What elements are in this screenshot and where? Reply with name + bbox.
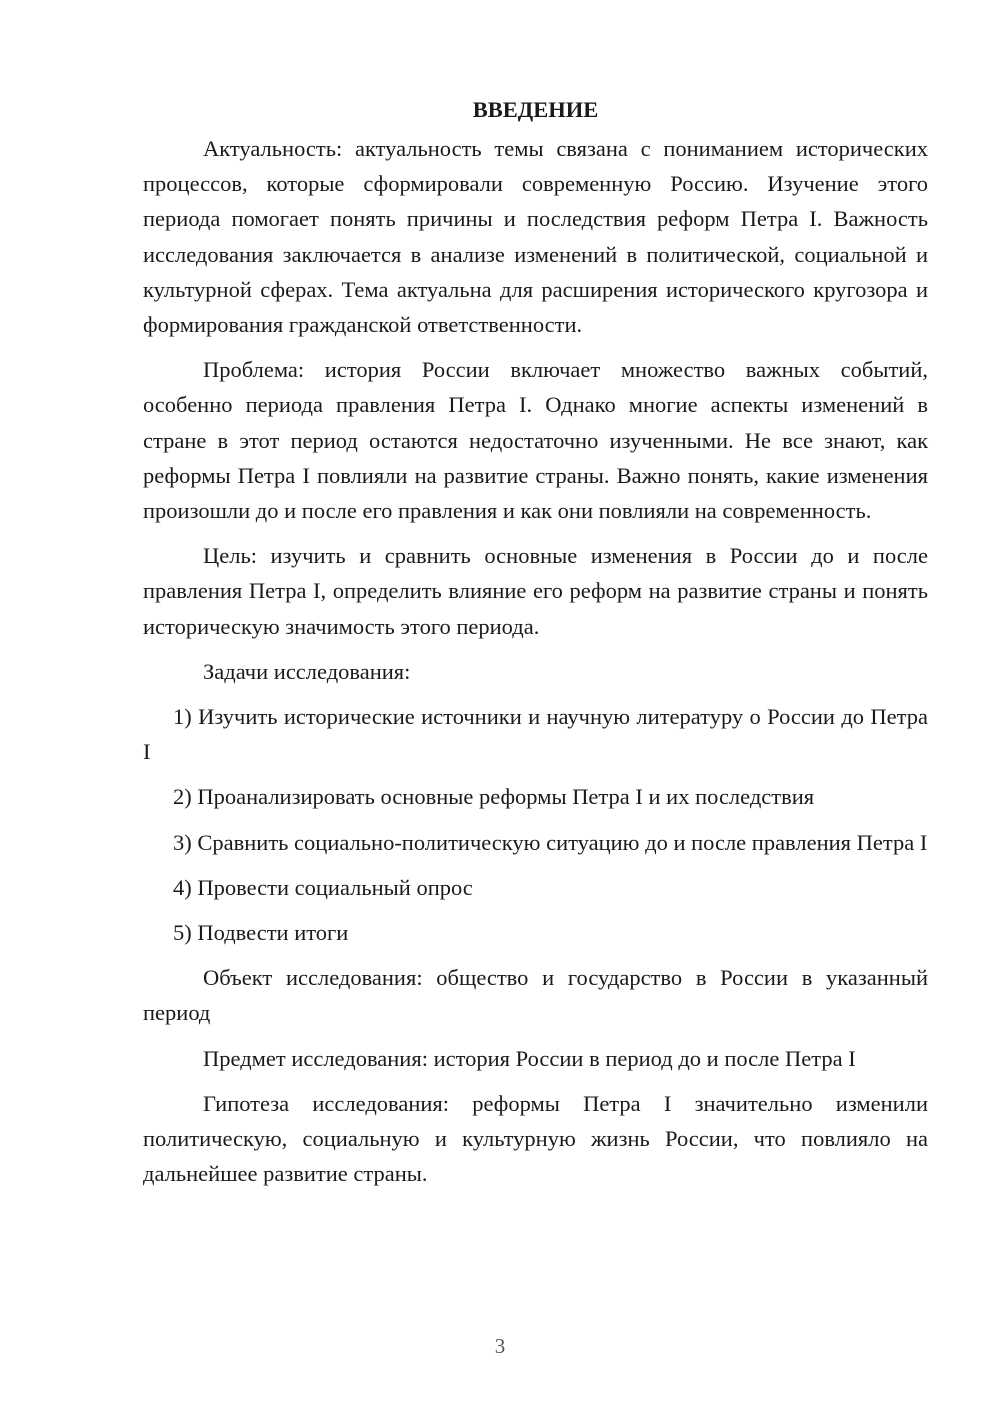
document-body <box>143 93 928 1201</box>
hypothesis-paragraph: Гипотеза исследования: реформы Петра I значительно изменили политическую, социальную и культурную жизнь России, что повлияло на дальнейшее развитие страны. <box>143 1090 928 1187</box>
relevance-paragraph: Актуальность: актуальность темы связана с пониманием исторических процессов, которые сформировали современную Россию. Изучение этого периода помогает понять причины и последствия реформ Петра I. Важность исследования заключается в анализе изменений в политической, социальной и культурной сферах. Тема актуальна для расширения исторического кругозора и формирования гражданской ответственности. <box>143 136 928 338</box>
goal-paragraph: Цель: изучить и сравнить основные изменения в России до и после правления Петра I, определить влияние его реформ на развитие страны и понять историческую значимость этого периода. <box>143 543 928 639</box>
task-item-4: 4) Провести социальный опрос <box>173 874 473 900</box>
object-paragraph: Объект исследования: общество и государство в России в указанный период <box>143 965 928 1026</box>
page-number: 3 <box>494 1334 506 1358</box>
task-item-2: 2) Проанализировать основные реформы Петра I и их последствия <box>173 784 815 810</box>
problem-paragraph: Проблема: история России включает множество важных событий, особенно периода правления Петра I. Однако многие аспекты изменений в стране в этот период остаются недостаточно изученными. Не все знают, как реформы Петра I повлияли на развитие страны. Важно понять, какие изменения произошли до и после его правления и как они повлияли на современность. <box>143 357 928 524</box>
subject-paragraph: Предмет исследования: история России в период до и после Петра I <box>203 1045 856 1071</box>
task-item-5: 5) Подвести итоги <box>173 920 349 946</box>
task-item-1: 1) Изучить исторические источники и научную литературу о России до Петра I <box>143 704 928 765</box>
task-item-3: 3) Сравнить социально-политическую ситуацию до и после правления Петра I <box>173 829 928 855</box>
section-heading: ВВЕДЕНИЕ <box>472 97 599 122</box>
tasks-title: Задачи исследования: <box>203 658 411 684</box>
